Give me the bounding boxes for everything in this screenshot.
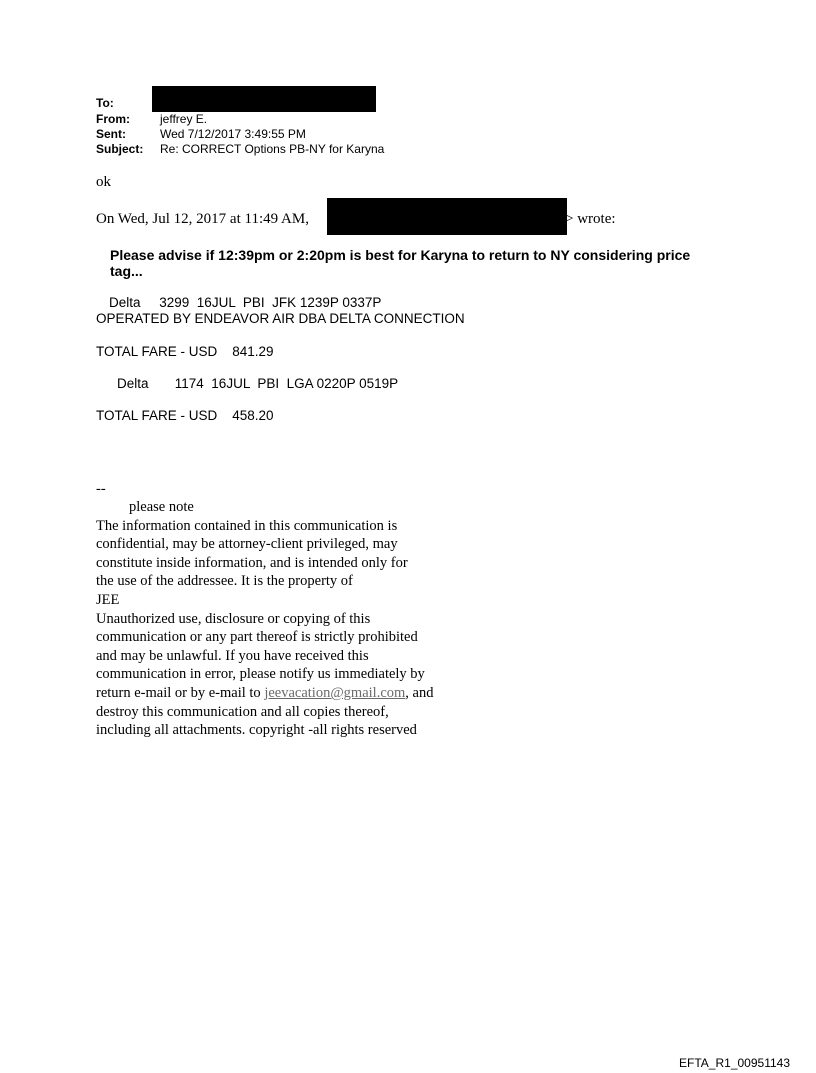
document-id: EFTA_R1_00951143 <box>679 1056 790 1070</box>
email-suffix: , and <box>405 684 434 701</box>
to-label: To: <box>96 96 114 110</box>
disclaimer-line: and may be unlawful. If you have received this <box>96 647 369 664</box>
sent-value: Wed 7/12/2017 3:49:55 PM <box>160 127 306 141</box>
note-line: please note <box>129 499 194 515</box>
flight-2: Delta 1174 16JUL PBI LGA 0220P 0519P <box>117 376 399 391</box>
flight-1: Delta 3299 16JUL PBI JFK 1239P 0337P <box>109 295 382 310</box>
disclaimer-line: communication in error, please notify us immediately by <box>96 666 425 683</box>
quote-intro: On Wed, Jul 12, 2017 at 11:49 AM, <box>96 211 309 227</box>
subject-label: Subject: <box>96 142 144 156</box>
sent-label: Sent: <box>96 127 126 141</box>
disclaimer-email-line <box>96 684 433 703</box>
disclaimer-line: constitute inside information, and is intended only for <box>96 554 408 571</box>
fare-2: TOTAL FARE - USD 458.20 <box>96 408 274 423</box>
question-line-2: tag... <box>110 263 143 279</box>
disclaimer-line: the use of the addressee. It is the property of <box>96 573 353 590</box>
redaction-bar-recipient <box>152 86 376 112</box>
disclaimer-line: The information contained in this communication is <box>96 517 398 534</box>
subject-value: Re: CORRECT Options PB-NY for Karyna <box>160 142 385 156</box>
disclaimer-line: confidential, may be attorney-client privileged, may <box>96 536 398 553</box>
redaction-bar-sender <box>327 198 567 235</box>
reply-text: ok <box>96 174 111 190</box>
question-line-1: Please advise if 12:39pm or 2:20pm is best for Karyna to return to NY considering price <box>110 247 691 263</box>
disclaimer-line: JEE <box>96 591 120 608</box>
email-link[interactable]: jeevacation@gmail.com <box>264 684 406 701</box>
disclaimer-block <box>96 498 433 740</box>
operated-by: OPERATED BY ENDEAVOR AIR DBA DELTA CONNECTION <box>96 311 465 326</box>
signature-separator: -- <box>96 481 106 497</box>
email-prefix: return e-mail or by e-mail to <box>96 684 265 701</box>
disclaimer-line: including all attachments. copyright -all rights reserved <box>96 722 417 739</box>
disclaimer-line: communication or any part thereof is strictly prohibited <box>96 629 418 646</box>
from-value: jeffrey E. <box>160 112 208 126</box>
fare-1: TOTAL FARE - USD 841.29 <box>96 344 274 359</box>
disclaimer-line: Unauthorized use, disclosure or copying of this <box>96 610 371 627</box>
quote-wrote: > wrote: <box>565 211 616 227</box>
disclaimer-line: destroy this communication and all copies thereof, <box>96 703 389 720</box>
from-label: From: <box>96 112 130 126</box>
